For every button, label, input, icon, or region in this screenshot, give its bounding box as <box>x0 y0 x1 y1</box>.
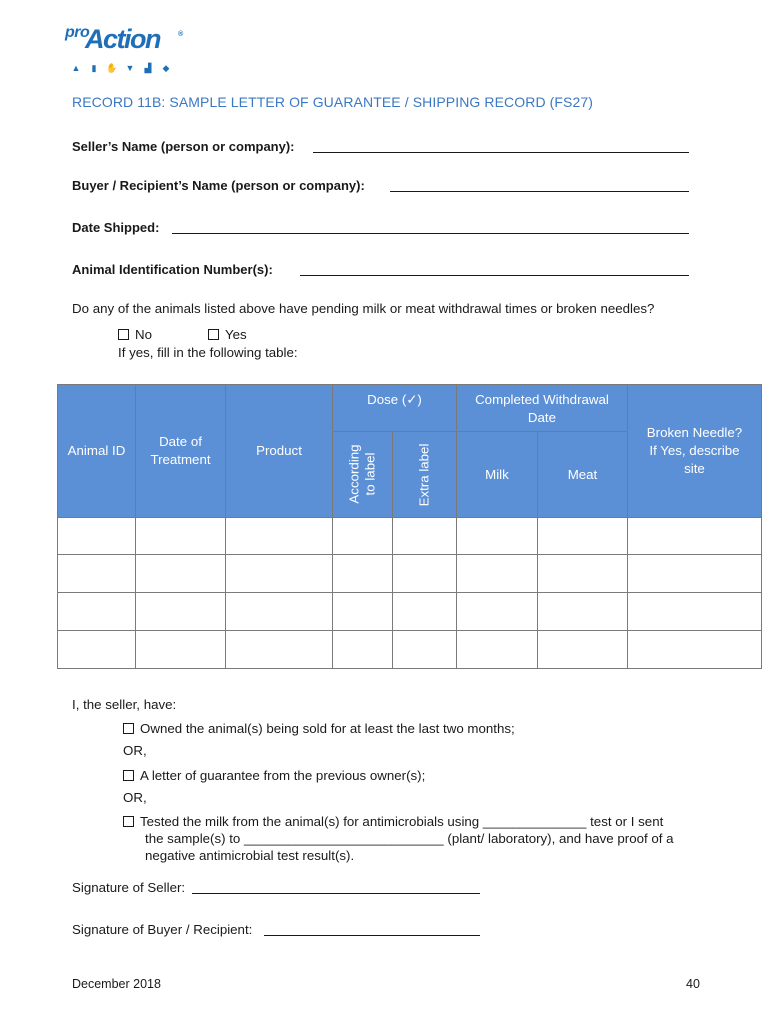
table-cell[interactable] <box>456 518 537 555</box>
header-broken-needle-text-3: site <box>684 461 705 476</box>
table-cell[interactable] <box>136 518 226 555</box>
tested-text-3: negative antimicrobial test result(s). <box>145 848 355 863</box>
table-cell[interactable] <box>393 555 457 593</box>
table-row <box>58 518 762 555</box>
leaf-icon: ◆ <box>162 63 170 73</box>
header-extra-label <box>393 432 457 518</box>
table-cell[interactable] <box>333 593 393 631</box>
header-date-of-text: Date of <box>159 434 202 449</box>
graph-icon: ▟ <box>144 63 152 73</box>
logo-icon-row <box>70 63 172 73</box>
logo-action-text: Action <box>85 24 160 54</box>
tested-text-1: Tested the milk from the animal(s) for antimicrobials using ______________ test or I sent <box>140 814 664 829</box>
buyer-signature-label: Signature of Buyer / Recipient: <box>72 922 253 937</box>
table-cell[interactable] <box>393 631 457 669</box>
header-broken-needle-text-1: Broken Needle? <box>646 425 743 440</box>
table-row <box>58 555 762 593</box>
table-cell[interactable] <box>136 555 226 593</box>
hand-icon: ✋ <box>106 63 118 73</box>
barrel-icon: ▮ <box>91 63 97 73</box>
table-cell[interactable] <box>136 631 226 669</box>
seller-name-label: Seller’s Name (person or company): <box>72 139 295 154</box>
no-label: No <box>135 327 152 342</box>
table-cell[interactable] <box>537 593 627 631</box>
seller-signature-label: Signature of Seller: <box>72 880 186 895</box>
table-cell[interactable] <box>226 631 333 669</box>
treatment-table <box>57 384 762 669</box>
animal-id-numbers-line[interactable] <box>300 275 689 276</box>
owned-option[interactable] <box>123 721 515 736</box>
table-cell[interactable] <box>226 593 333 631</box>
header-dose <box>333 385 457 432</box>
according-to-label-rotated <box>347 444 379 503</box>
withdrawal-question: Do any of the animals listed above have pending milk or meat withdrawal times or broken needles? <box>72 301 655 316</box>
shirt-icon: ▼ <box>125 63 135 73</box>
owned-text: Owned the animal(s) being sold for at least the last two months; <box>140 721 515 736</box>
seller-name-line[interactable] <box>313 152 689 153</box>
logo-registered-mark: ® <box>178 31 184 38</box>
no-checkbox[interactable] <box>118 329 129 340</box>
header-treatment-text: Treatment <box>150 452 211 467</box>
table-cell[interactable] <box>627 631 761 669</box>
header-animal-id-text: Animal ID <box>67 443 126 458</box>
header-completed-withdrawal-text-2: Date <box>527 410 557 425</box>
table-cell[interactable] <box>226 518 333 555</box>
tested-checkbox[interactable] <box>123 816 134 827</box>
according-text-2: to label <box>362 452 378 496</box>
header-meat-text: Meat <box>567 466 598 482</box>
header-completed-withdrawal <box>456 385 627 432</box>
header-product-text: Product <box>256 443 302 458</box>
table-cell[interactable] <box>58 518 136 555</box>
extra-label-rotated: Extra label <box>416 443 432 506</box>
footer-date: December 2018 <box>72 977 161 991</box>
table-cell[interactable] <box>456 555 537 593</box>
buyer-signature-line[interactable] <box>264 935 480 936</box>
table-cell[interactable] <box>537 631 627 669</box>
letter-checkbox[interactable] <box>123 770 134 781</box>
header-broken-needle-text-2: If Yes, describe <box>649 443 740 458</box>
yes-checkbox[interactable] <box>208 329 219 340</box>
date-shipped-line[interactable] <box>172 233 689 234</box>
header-milk <box>456 432 537 518</box>
header-product <box>226 385 333 518</box>
page-number: 40 <box>686 977 700 991</box>
table-cell[interactable] <box>627 555 761 593</box>
header-animal-id <box>58 385 136 518</box>
table-row <box>58 593 762 631</box>
buyer-name-line[interactable] <box>390 191 689 192</box>
table-row <box>58 631 762 669</box>
table-cell[interactable] <box>456 631 537 669</box>
no-option[interactable] <box>118 327 152 342</box>
table-cell[interactable] <box>58 593 136 631</box>
or-text-1: OR, <box>123 743 147 758</box>
header-according-to-label <box>333 432 393 518</box>
if-yes-instruction: If yes, fill in the following table: <box>118 345 298 360</box>
tested-option[interactable] <box>123 814 663 829</box>
logo-pro-text: pro <box>65 24 90 41</box>
table-cell[interactable] <box>58 631 136 669</box>
table-cell[interactable] <box>136 593 226 631</box>
table-cell[interactable] <box>333 631 393 669</box>
seller-statement: I, the seller, have: <box>72 697 177 712</box>
according-text-1: According <box>346 444 362 504</box>
buyer-name-label: Buyer / Recipient’s Name (person or company): <box>72 178 365 193</box>
table-cell[interactable] <box>333 555 393 593</box>
header-meat <box>537 432 627 518</box>
seller-signature-line[interactable] <box>192 893 480 894</box>
table-cell[interactable] <box>627 518 761 555</box>
table-cell[interactable] <box>627 593 761 631</box>
or-text-2: OR, <box>123 790 147 805</box>
record-title: RECORD 11B: SAMPLE LETTER OF GUARANTEE / SHIPPING RECORD (FS27) <box>72 94 594 110</box>
tested-text-2: the sample(s) to ___________________________ (plant/ laboratory), and have proof of a <box>145 831 674 846</box>
table-cell[interactable] <box>537 518 627 555</box>
animal-id-numbers-label: Animal Identification Number(s): <box>72 262 273 277</box>
yes-label: Yes <box>225 327 247 342</box>
header-broken-needle <box>627 385 761 518</box>
header-dose-text: Dose (✓) <box>367 392 422 407</box>
header-date-of-treatment <box>136 385 226 518</box>
header-milk-text: Milk <box>485 466 509 482</box>
letter-text: A letter of guarantee from the previous owner(s); <box>140 768 426 783</box>
table-cell[interactable] <box>58 555 136 593</box>
date-shipped-label: Date Shipped: <box>72 220 160 235</box>
cow-icon: ▲ <box>71 63 81 73</box>
table-cell[interactable] <box>393 518 457 555</box>
table-cell[interactable] <box>333 518 393 555</box>
table-cell[interactable] <box>456 593 537 631</box>
table-cell[interactable] <box>537 555 627 593</box>
yes-option[interactable] <box>208 327 247 342</box>
letter-option[interactable] <box>123 768 425 783</box>
header-completed-withdrawal-text-1: Completed Withdrawal <box>475 392 609 407</box>
table-cell[interactable] <box>393 593 457 631</box>
table-cell[interactable] <box>226 555 333 593</box>
owned-checkbox[interactable] <box>123 723 134 734</box>
